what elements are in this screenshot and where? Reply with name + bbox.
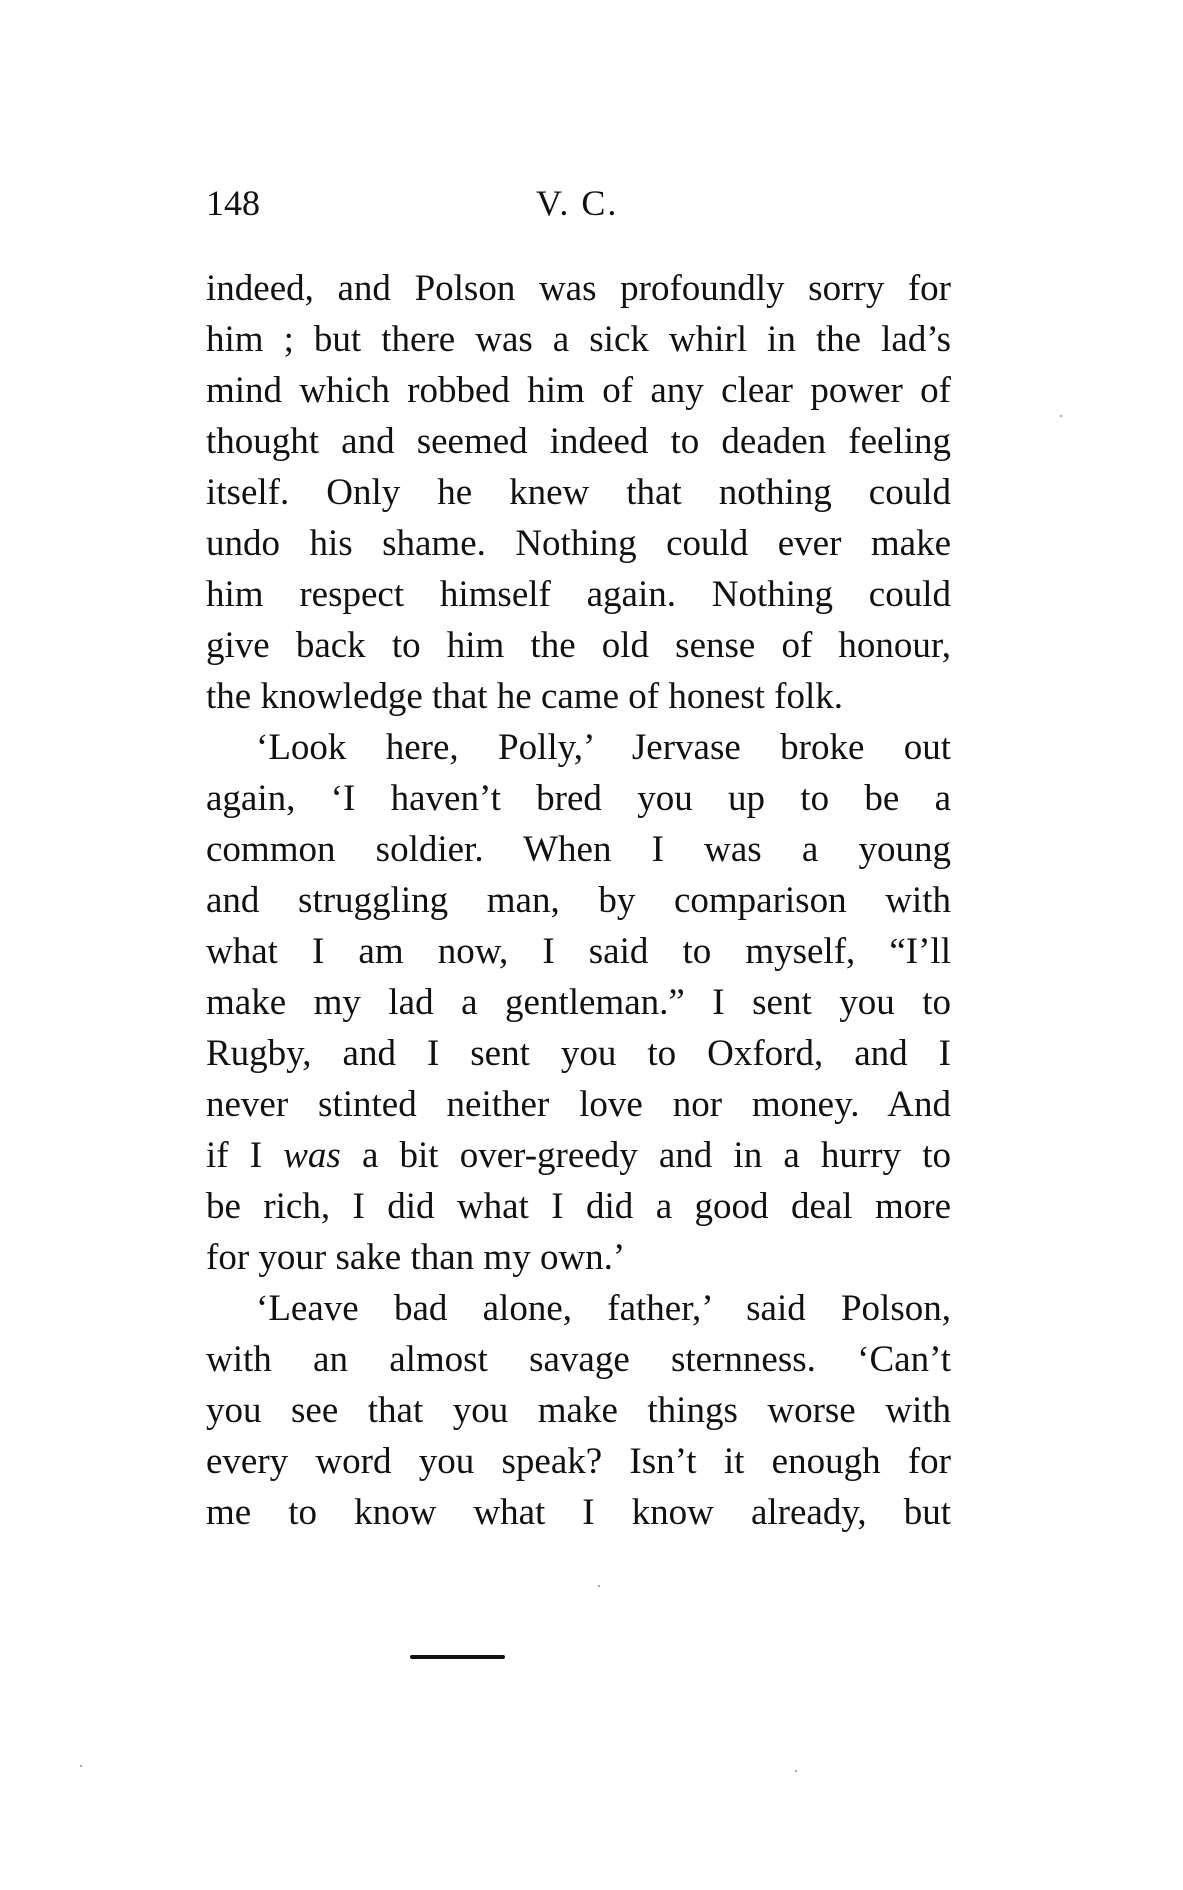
- text-line: what I am now, I said to myself, “I’ll: [206, 931, 951, 972]
- emphasis: was: [283, 1135, 341, 1176]
- text-line: and struggling man, by comparison with: [206, 880, 951, 921]
- page-number: 148: [206, 183, 260, 223]
- text-line: him ; but there was a sick whirl in the lad’s: [206, 319, 951, 360]
- text-line: him respect himself again. Nothing could: [206, 574, 951, 615]
- body-text: [206, 263, 951, 1538]
- text-line: again, ‘I haven’t bred you up to be a: [206, 778, 951, 819]
- page-ornament-rule: [410, 1655, 505, 1659]
- text-line: ‘Look here, Polly,’ Jervase broke out: [256, 727, 951, 768]
- text-line: common soldier. When I was a young: [206, 829, 951, 870]
- text-line: you see that you make things worse with: [206, 1390, 951, 1431]
- text-line: indeed, and Polson was profoundly sorry for: [206, 268, 951, 309]
- text-line: be rich, I did what I did a good deal more: [206, 1186, 951, 1227]
- print-speck: [598, 1585, 600, 1587]
- text-line: the knowledge that he came of honest folk.: [206, 676, 844, 717]
- text-line: give back to him the old sense of honour,: [206, 625, 951, 666]
- text-line: undo his shame. Nothing could ever make: [206, 523, 951, 564]
- text-line: never stinted neither love nor money. And: [206, 1084, 951, 1125]
- text-line: for your sake than my own.’: [206, 1237, 626, 1278]
- text-line: ‘Leave bad alone, father,’ said Polson,: [256, 1288, 951, 1329]
- running-title: V. C.: [536, 183, 619, 223]
- text-line: every word you speak? Isn’t it enough for: [206, 1441, 951, 1482]
- text-line: Rugby, and I sent you to Oxford, and I: [206, 1033, 951, 1074]
- text-line: with an almost savage sternness. ‘Can’t: [206, 1339, 951, 1380]
- text-line: itself. Only he knew that nothing could: [206, 472, 951, 513]
- text-line: make my lad a gentleman.” I sent you to: [206, 982, 951, 1023]
- text-line: if I was a bit over-greedy and in a hurry to: [206, 1135, 951, 1176]
- text-line: thought and seemed indeed to deaden feeling: [206, 421, 951, 462]
- print-speck: [1060, 415, 1062, 417]
- text-line: mind which robbed him of any clear power of: [206, 370, 951, 411]
- print-speck: [80, 1765, 82, 1767]
- print-speck: [795, 1770, 797, 1772]
- page-header: [206, 182, 956, 232]
- text-line: me to know what I know already, but: [206, 1492, 951, 1533]
